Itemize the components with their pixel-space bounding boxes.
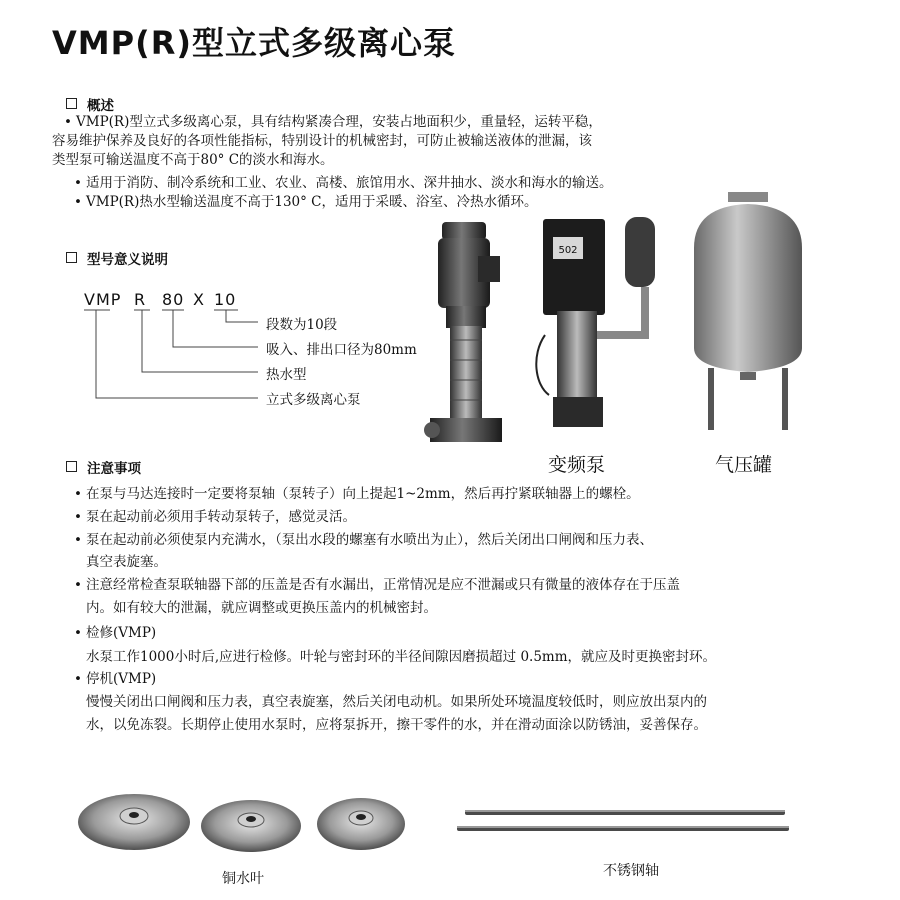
legend-stages: 段数为10段 (266, 317, 338, 333)
note-line-7: • 检修(VMP) (86, 624, 156, 643)
overview-line-4: • 适用于消防、制冷系统和工业、农业、高楼、旅馆用水、深井抽水、淡水和海水的输送。 (86, 174, 613, 193)
overview-line-1: • VMP(R)型立式多级离心泵，具有结构紧凑合理，安装占地面积少，重量轻，运转平稳， (76, 113, 602, 132)
overview-heading: 概述 (66, 94, 114, 114)
vertical-pump-image (420, 220, 520, 450)
impeller-3 (317, 798, 405, 850)
note-line-11: 水，以免冻裂。长期停止使用水泵时，应将泵拆开，擦干零件的水，并在滑动面涂以防锈油，妥善保存。 (86, 717, 707, 733)
page-title: VMP(R)型立式多级离心泵 (52, 24, 456, 62)
legend-hot-water: 热水型 (266, 367, 307, 383)
impeller-2 (201, 800, 301, 852)
note-line-3: • 泵在起动前必须使泵内充满水，（泵出水段的螺塞有水喷出为止），然后关闭出口闸阀和压力表、 (86, 531, 653, 550)
note-line-8: 水泵工作1000小时后,应进行检修。叶轮与密封环的半径间隙因磨损超过 0.5mm，就应及时更换密封环。 (86, 649, 717, 665)
model-code-vmp: VMP (84, 290, 122, 309)
impellers-image (76, 790, 406, 860)
note-line-10: 慢慢关闭出口闸阀和压力表，真空表旋塞，然后关闭电动机。如果所处环境温度较低时，则应放出泵内的 (86, 694, 707, 710)
checkbox-icon (66, 461, 77, 472)
variable-pump-caption: 变频泵 (548, 454, 606, 476)
note-line-9: • 停机(VMP) (86, 670, 156, 689)
pressure-tank-image (688, 188, 808, 433)
model-code-r: R (134, 290, 147, 309)
overview-line-2: 容易维护保养及良好的各项性能指标，特别设计的机械密封，可防止被输送液体的泄漏，该 (52, 133, 592, 149)
note-line-6: 内。如有较大的泄漏，就应调整或更换压盖内的机械密封。 (86, 600, 437, 616)
overview-line-5: • VMP(R)热水型输送温度不高于130° C，适用于采暖、浴室、冷热水循环。 (86, 193, 538, 212)
shafts-image (455, 808, 795, 838)
impeller-caption: 铜水叶 (222, 871, 264, 887)
note-line-4: 真空表旋塞。 (86, 554, 167, 570)
note-line-5: • 注意经常检查泵联轴器下部的压盖是否有水漏出，正常情况是应不泄漏或只有微量的液体存在于压盖 (86, 576, 680, 595)
pressure-tank-caption: 气压罐 (715, 454, 773, 476)
shaft-caption: 不锈钢轴 (603, 863, 659, 879)
overview-line-3: 类型泵可输送温度不高于80° C的淡水和海水。 (52, 152, 334, 168)
note-line-2: • 泵在起动前必须用手转动泵转子，感觉灵活。 (86, 508, 356, 527)
notes-heading: 注意事项 (66, 457, 141, 477)
note-line-1: • 在泵与马达连接时一定要将泵轴（泵转子）向上提起1~2mm，然后再拧紧联轴器上的螺栓。 (86, 485, 640, 504)
model-heading: 型号意义说明 (66, 248, 168, 268)
legend-diameter: 吸入、排出口径为80mm (266, 342, 417, 358)
shaft-2 (457, 826, 789, 831)
legend-vertical-pump: 立式多级离心泵 (266, 392, 361, 408)
variable-frequency-pump-image (535, 215, 665, 440)
model-code-80: 80 (162, 290, 185, 309)
impeller-1 (78, 794, 190, 850)
pump-display-text: 502 (558, 245, 578, 256)
model-code-10: 10 (214, 290, 237, 309)
model-code-x: X (193, 290, 205, 309)
shaft-1 (465, 810, 785, 815)
